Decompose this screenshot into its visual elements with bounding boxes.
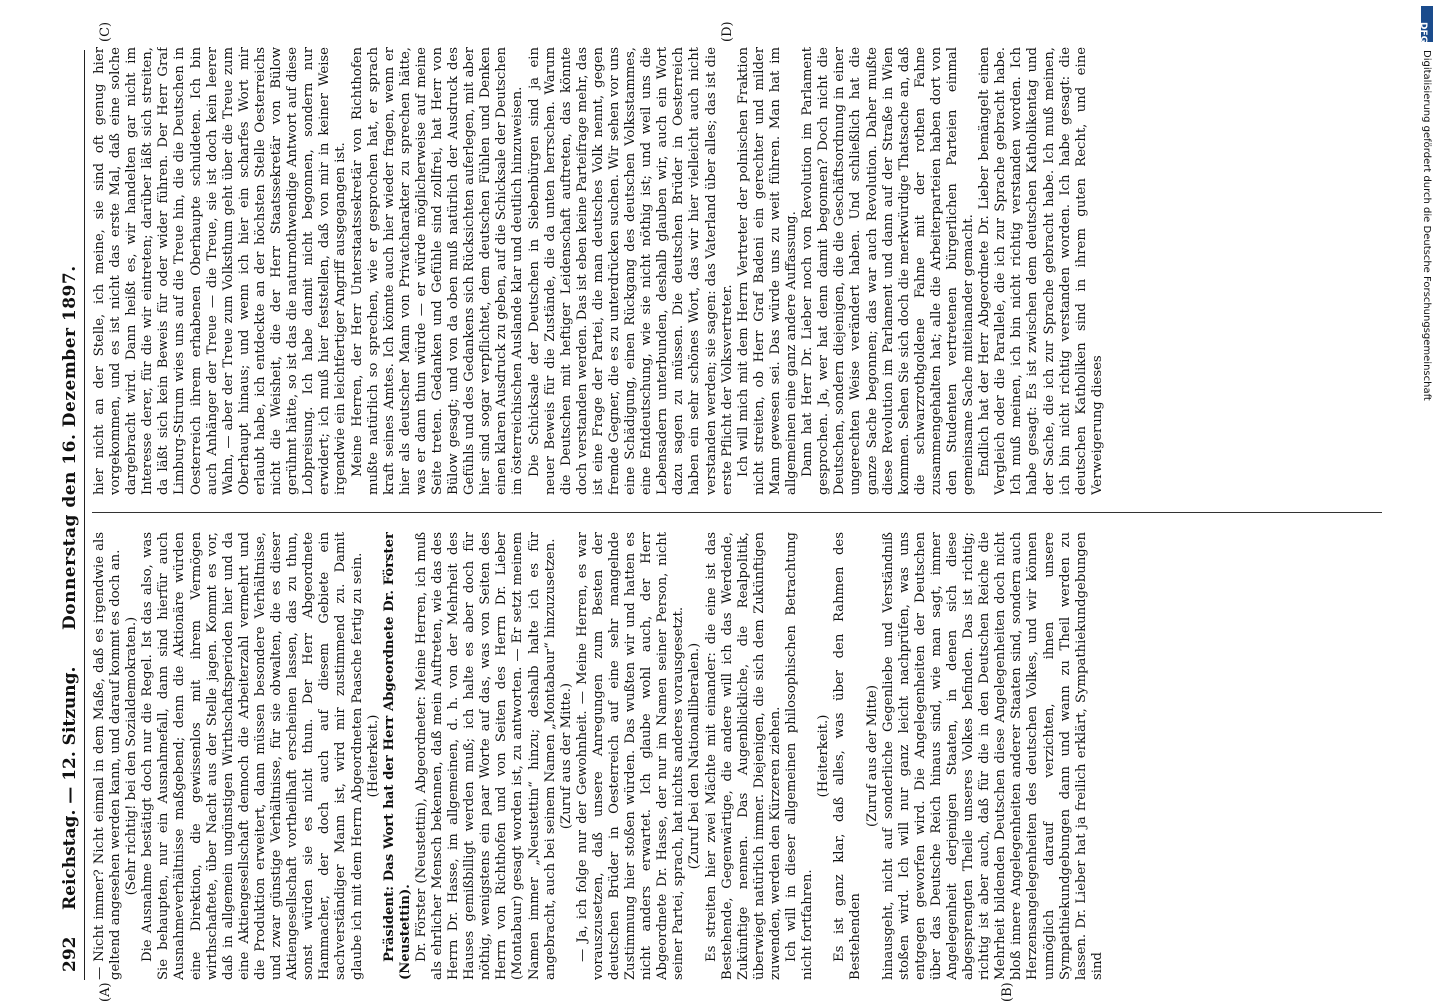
- paragraph: Die Schicksale der Deutschen in Siebenbürgen sind ja ein neuer Beweis für die Zustände, die da unten herrschen. Warum die Deutschen mit heftiger Leidenschaft auftreten, das könnte doch verstanden werden. Das ist eben keine Parteifrage mehr, das ist eine Frage der Partei, die man deutsches Volk nennt, gegen fremde Gegner, die es zu unterdrücken suchen. Wir sehen vor uns eine Schädigung, einen Rückgang des deutschen Volksstammes, eine Entdeutschung, wie sie nicht nöthig ist; und weil uns die Lebensadern unterbunden, deshalb glauben wir, auch ein Wort dazu sagen zu müssen. Die deutschen Brüder in Oesterreich haben ein sehr schönes Wort, das wir hier vielleicht auch nicht verstanden werden; sie sagen: das Vaterland über alles; das ist die erste Pflicht der Volksvertreter.: [526, 47, 735, 495]
- interjection: (Zuruf bei den Nationalliberalen.): [687, 642, 703, 870]
- column-divider: [92, 512, 1382, 513]
- paragraph: Meine Herren, der Herr Unterstaatssekretär von Richthofen mußte natürlich so sprechen, wie er gesprochen hat, er sprach kraft seines Amtes. Ich könnte auch hier wieder fragen, wenn er hier als deutscher Mann von Privatcharakter zu sprechen hätte, was er dann thun würde — er würde möglicherweise auf meine Seite treten. Gedanken und Gefühle sind zollfrei, hat Herr von Bülow gesagt; und von da oben muß natürlich der Ausdruck des Gefühls und des Gedankens sich Rücksichten auferlegen, mit aber hier sind sogar verpflichtet, dem deutschen Fühlen und Denken einen klaren Ausdruck zu geben, auf die Schicksale der Deutschen im österreichischen Auslande klar und deutlich hinzuweisen.: [349, 47, 526, 495]
- paragraph: Ich will in dieser allgemeinen philosophischen Betrachtung nicht fortfahren.: [784, 532, 816, 980]
- text-column-right: [92, 47, 1370, 495]
- paragraph: Es streiten hier zwei Mächte mit einander: die eine ist das Bestehende, Gegenwärtige, die andere will ich das Werdende, Zukünftige nennen. Das Augenblickliche, die Realpolitik, überwiegt natürlich immer. Diejenigen, die sich dem Zukünftigen zuwenden, werden den Kürzeren ziehen.: [703, 532, 783, 980]
- margin-mark-b: (B): [1000, 982, 1015, 1002]
- paragraph: hinausgeht, nicht auf sonderliche Gegenliebe und Verständniß stoßen wird. Ich will nur ganz leicht nachprüfen, was uns entgegen geworfen wird. Die Angelegenheiten der Deutschen über das Deutsche Reich hinaus sind, wie man sagt, immer Angelegenheit derjenigen Staaten, in denen sich diese abgesprengten Theile unseres Volkes befinden. Das ist richtig; richtig ist aber auch, daß für die in den Deutschen Reiche die Mehrheit bildenden Deutschen diese Angelegenheiten doch nicht bloß innere Angelegenheiten anderer Staaten sind, sondern auch Herzensangelegenheiten des deutschen Volkes, und wir können unmöglich darauf verzichten, ihnen unsere Sympathiekundgebungen dann und wann zu Theil werden zu lassen. Dr. Lieber hat ja freilich erklärt, Sympathiekundgebungen sind: [880, 532, 1105, 980]
- header-center-title: Donnerstag den 16. Dezember 1897.: [60, 265, 80, 630]
- page-header: [58, 50, 85, 980]
- paragraph: Die Ausnahme bestätigt doch nur die Regel. Ist das also, was Sie behaupten, nur ein Ausnahmefall, dann sind hierfür auch Ausnahmeverhältnisse maßgebend; denn die Aktionäre würden eine Direktion, die gewissenlos mit ihrem Vermögen wirthschaftete, über Nacht aus der Stelle jagen. Kommt es vor, daß in allgemein ungünstigen Wirthschaftsperioden hier und da eine Aktiengesellschaft dennoch die Arbeiterzahl vermehrt und die Produktion erweitert, dann müssen besondere Verhältnisse, und zwar günstige Verhältnisse, für sie obwalten, die es dieser Aktiengesellschaft vortheilhaft erscheinen lassen, das zu thun, sonst würden sie es nicht thun. Der Herr Abgeordnete Hammacher, der doch auch auf diesem Gebiete ein sachverständiger Mann ist, wird mir zustimmend zu. Damit glaube ich mit dem Herrn Abgeordneten Paasche fertig zu sein.: [140, 532, 365, 980]
- paragraph: Endlich hat der Herr Abgeordnete Dr. Lieber bemängelt einen Vergleich oder die Parallele, die ich zur Sprache gebracht habe. Ich muß meinen, ich bin nicht richtig verstanden worden. Ich habe gesagt: Es ist zwischen dem deutschen Katholikentag und der Sache, die ich zur Sprache gebracht habe. Ich muß meinen, ich bin nicht richtig verstanden worden. Ich habe gesagt: die deutschen Katholiken sind in ihrem guten Recht, und eine Verweigerung dieses: [977, 47, 1105, 495]
- digitization-note: Digitalisierung gefördert durch die Deutsche Forschungsgemeinschaft: [1421, 50, 1432, 401]
- paragraph: Dann hat Herr Dr. Lieber noch von Revolution im Parlament gesprochen. Ja, wer hat denn damit begonnen? Doch nicht die Deutschen, sondern diejenigen, die die Geschäftsordnung in einer ungerechten Weise verändert haben. Und schließlich hat die ganze Sache begonnen; das war auch Revolution. Daher mußte diese Revolution im Parlament und dann auf der Straße in Wien kommen. Sehen Sie sich doch die merkwürdige Thatsache an, daß die schwarzrothgoldene Fahne mit der rothen Fahne zusammengehalten hat; alle die Arbeiterparteien haben dort von den Studenten vertretenen bürgerlichen Parteien einmal gemeinsame Sache miteinander gemacht.: [800, 47, 977, 495]
- interjection: (Zuruf aus der Mitte): [864, 685, 880, 827]
- text-column-left: [92, 532, 1370, 980]
- paragraph: Dr. Förster (Neustettin), Abgeordneter: Meine Herren, ich muß als ehrlicher Mensch bekennen, daß mein Auftreten, wie das des Herrn Dr. Hasse, im allgemeinen, d. h. von der Mehrheit des Hauses gemißbilligt werden muß; ich halte es aber doch für nöthig, wenigstens ein paar Worte auf das, was von Seiten des Herrn von Richthofen und von Seiten des Herrn Dr. Lieber (Montabaur) gesagt worden ist, zu antworten. — Er setzt meinem Namen immer „Neustettin“ hinzu; deshalb halte ich es für angebracht, auch bei seinem Namen „Montabaur“ hinzuzusetzen.: [413, 532, 558, 980]
- interjection: (Sehr richtig! bei den Sozialdemokraten.): [124, 616, 140, 896]
- paragraph: — Ja, ich folge nur der Gewohnheit. — Meine Herren, es war vorauszusetzen, daß unsere Anregungen zum Besten der deutschen Brüder in Oesterreich auf eine sehr mangelnde Zustimmung hier stoßen würden. Das wußten wir und hatten es nicht anders erwartet. Ich glaube wohl auch, der Herr Abgeordnete Dr. Hasse, der nur im Namen seiner Person, nicht seiner Partei, sprach, hat nichts anderes vorausgesetzt.: [574, 532, 687, 980]
- page-number: 292: [60, 936, 80, 972]
- margin-mark-d: (D): [720, 21, 735, 42]
- dfg-logo-text: DFG: [1418, 22, 1428, 44]
- paragraph: Es ist ganz klar, daß alles, was über den Rahmen des Bestehenden: [832, 532, 864, 980]
- header-left-title: Reichstag. — 12. Sitzung.: [60, 666, 80, 910]
- interjection: (Heiterkeit.): [365, 714, 381, 798]
- interjection: (Heiterkeit.): [816, 714, 832, 798]
- paragraph: — Nicht immer? Nicht einmal in dem Maße, daß es irgendwie als geltend angesehen werden kann, und darauf kommt es doch an.: [92, 532, 124, 980]
- paragraph: hier nicht an der Stelle, ich meine, sie sind oft genug hier vorgekommen, und es ist nicht das erste Mal, daß eine solche dargebracht wird. Dann heißt es, wir handelten gar nicht im Interesse derer, für die wir eintreten; darüber läßt sich streiten, da läßt sich kein Beweis für oder wider führen. Der Herr Graf Limburg-Stirum wies uns auf die Treue hin, die die Deutschen in Oesterreich ihrem erhabenen Oberhaupte schuldeten. Ich bin auch Anhänger der Treue — die Treue, sie ist doch kein leerer Wahn, — aber der Treue zum Volksthum geht über die Treue zum Oberhaupt hinaus; und wenn ich hier ein scharfes Wort mir erlaubt habe, ich entdeckte an der höchsten Stelle Oesterreichs nicht die Weisheit, die der Herr Staatssekretär von Bülow gerühmt hätte, so ist das die naturnothwendige Antwort auf diese Lobpreisung. Ich habe damit nicht begonnen, sondern nur erwidert; ich muß hier feststellen, daß von mir in keiner Weise irgendwie ein leichtfertiger Angriff ausgegangen ist.: [92, 47, 349, 495]
- paragraph: Präsident: Das Wort hat der Herr Abgeordnete Dr. Förster (Neustettin).: [381, 532, 413, 980]
- paragraph: Ich will mich mit dem Herrn Vertreter der polnischen Fraktion nicht streiten, ob Herr Graf Badeni ein gerechter und milder Mann gewesen sei. Das würde uns zu weit führen. Man hat im allgemeinen eine ganz andere Auffassung.: [735, 47, 800, 495]
- margin-mark-a: (A): [98, 982, 113, 1002]
- margin-mark-c: (C): [98, 21, 113, 42]
- interjection: (Zuruf aus der Mitte.): [558, 682, 574, 830]
